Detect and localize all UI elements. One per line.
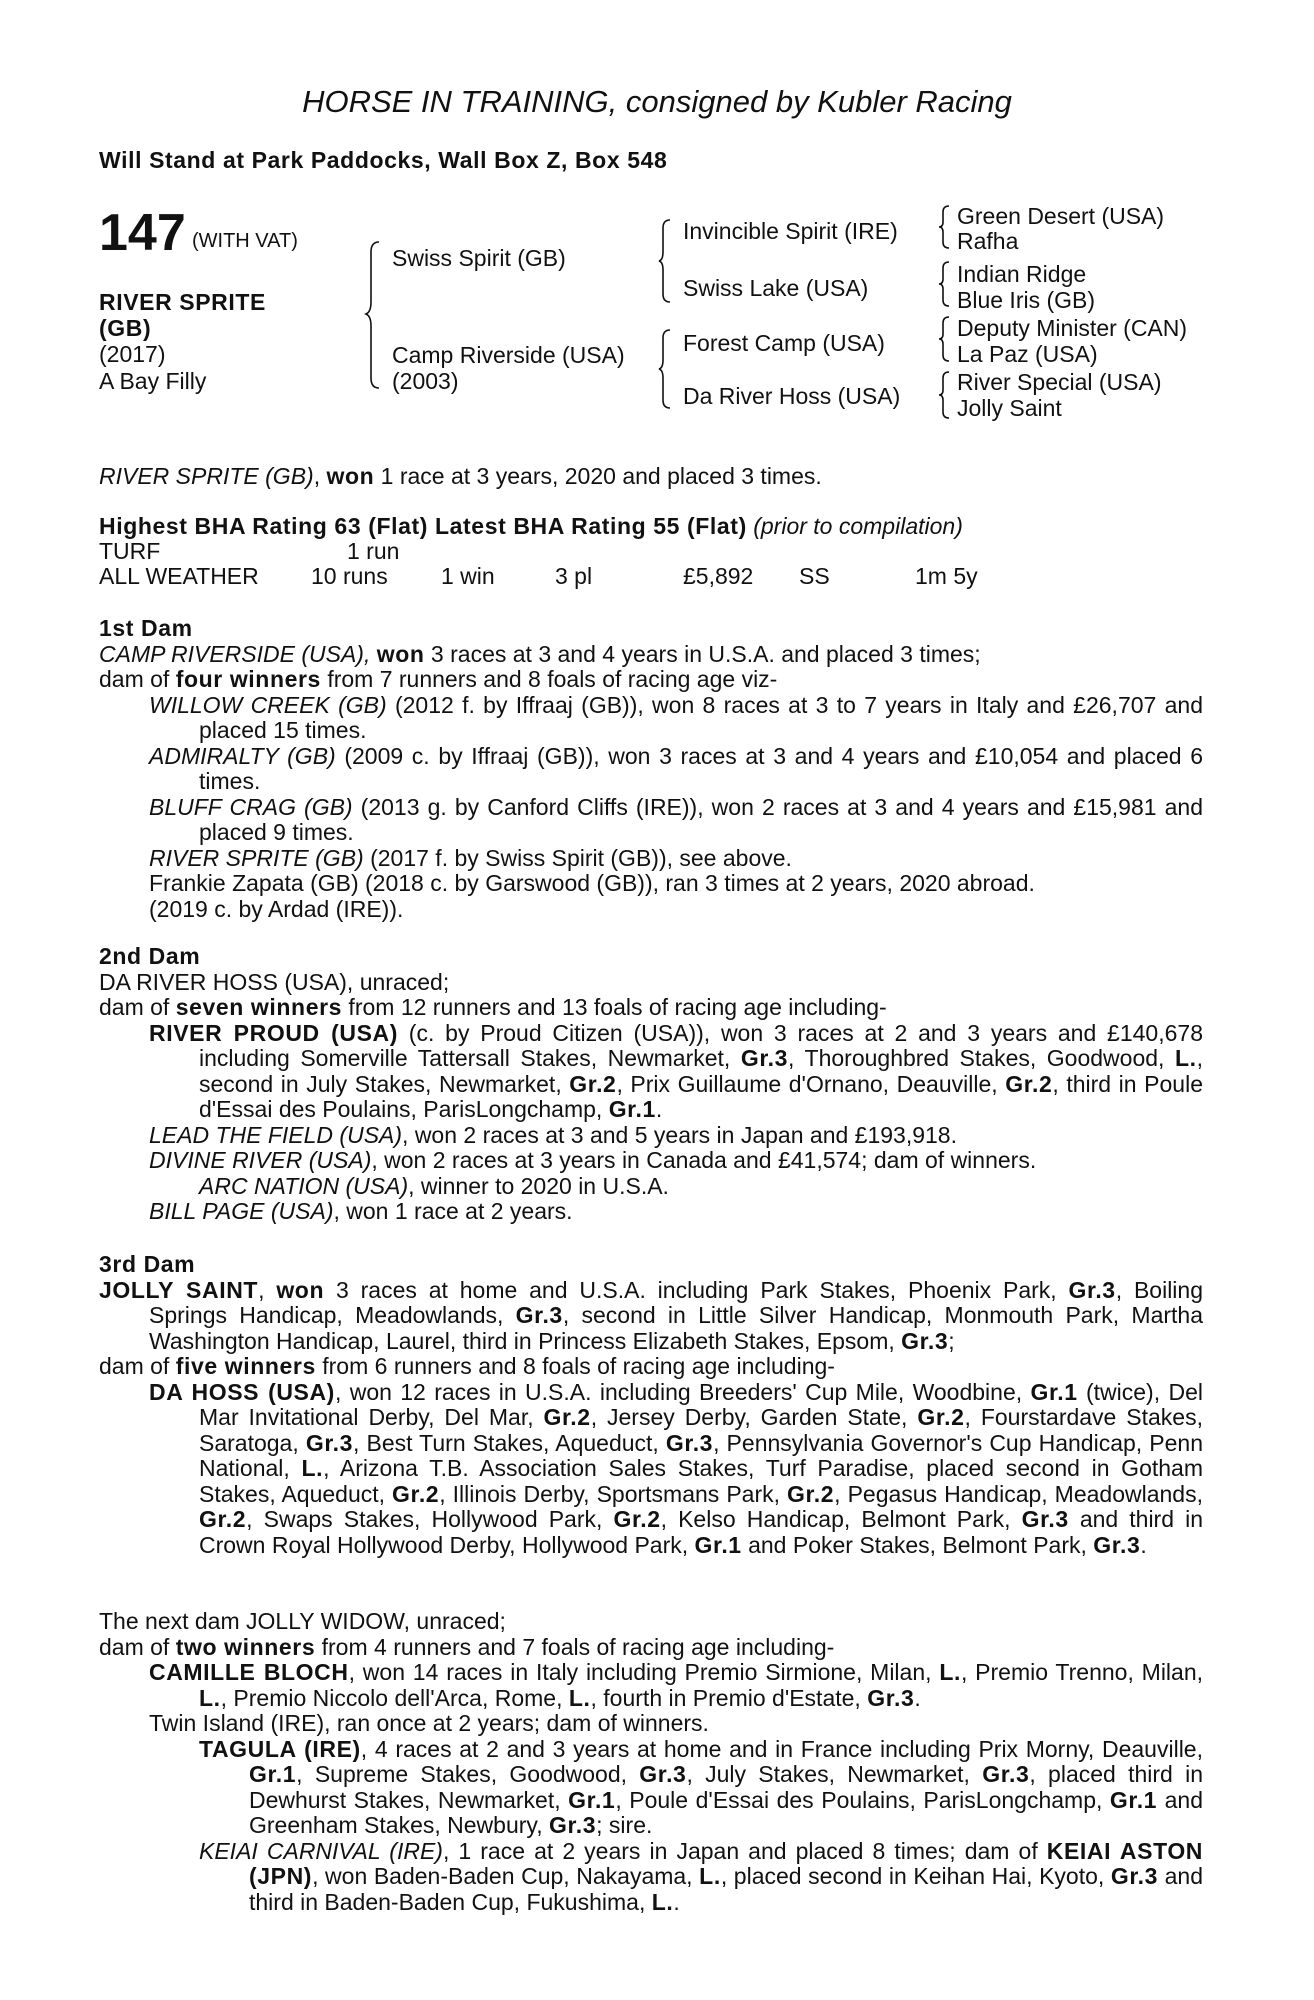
text: . [1140,1531,1147,1558]
text: , Jersey Derby, Garden State, [590,1404,918,1430]
second-dam-line: DA RIVER HOSS (USA), unraced; [99,968,450,995]
text: , 1 race at 2 years in Japan and placed 8 times; dam of [442,1837,1047,1864]
text: , Swaps Stakes, Hollywood Park, [246,1506,614,1532]
rating-values: Highest BHA Rating 63 (Flat) Latest BHA Rating 55 (Flat) [99,513,747,539]
pedigree-ggp: Green Desert (USA) [957,203,1165,229]
grade: Gr.3 [740,1045,789,1071]
grade: Gr.3 [1021,1506,1069,1532]
grade: L. [1174,1045,1197,1071]
record-turf-label: TURF [99,538,161,564]
text: from 6 runners and 8 foals of racing age including- [315,1353,835,1379]
pedigree-ggp: Rafha [957,228,1019,254]
produce-record: , winner to 2020 in U.S.A. [408,1172,669,1199]
produce-name: CAMILLE BLOCH [149,1659,349,1685]
produce-name: LEAD THE FIELD (USA) [149,1121,403,1148]
produce-name: DIVINE RIVER (USA) [149,1147,372,1173]
first-dam-section [99,616,1203,922]
produce-entry: Frankie Zapata (GB) (2018 c. by Garswood (GB)), ran 3 times at 2 years, 2020 abroad. [149,870,1035,896]
page-title: HORSE IN TRAINING, consigned by Kubler Racing [302,84,1012,119]
text: from 7 runners and 8 foals of racing age viz- [320,666,778,692]
pedigree-sire-dam: Swiss Lake (USA) [683,275,869,301]
text: , placed second in Keihan Hai, Kyoto, [720,1863,1111,1889]
text: . [914,1684,921,1711]
grade: L. [651,1888,674,1915]
pedigree-ggp: River Special (USA) [957,369,1162,395]
produce-summary [99,1354,1203,1380]
text: , Best Turn Stakes, Aqueduct, [353,1429,666,1456]
grade: L. [699,1863,721,1889]
produce-record: (2013 g. by Canford Cliffs (IRE)), won 2 races at 3 and 4 years and £15,981 and placed 9 times. [199,793,1203,845]
text: from 4 runners and 7 foals of racing age including- [315,1633,835,1660]
text: , Kelso Handicap, Belmont Park, [660,1506,1022,1532]
dam-name: CAMP RIVERSIDE (USA), [99,640,371,667]
grade: L. [199,1684,221,1711]
text: . [673,1888,680,1915]
record-aw-wins: 1 win [441,563,495,589]
pedigree-dam-dam: Da River Hoss (USA) [683,383,901,409]
race-summary: RIVER SPRITE (GB), won 1 race at 3 years, 2020 and placed 3 times. [99,463,822,489]
produce-name: KEIAI ASTON (JPN) [249,1837,1204,1889]
grade: Gr.3 [1110,1863,1159,1889]
text: , Pegasus Handicap, Meadowlands, [834,1480,1203,1507]
text: , second in Little Silver Handicap, Monmouth Park, Martha Washington Handicap, Laurel, third in Princess Elizabeth Stakes, Epsom, [149,1302,1203,1354]
pedigree-brace-main [365,240,385,390]
grade: Gr.2 [199,1506,247,1532]
grade: Gr.2 [569,1070,617,1097]
text: ; sire. [596,1812,653,1838]
produce-name: ADMIRALTY (GB) [149,742,336,769]
produce-record: , won 2 races at 3 and 5 years in Japan and £193,918. [402,1121,957,1148]
third-dam-section [99,1252,1203,1558]
pedigree-ggp: La Paz (USA) [957,341,1098,367]
record-aw-label: ALL WEATHER [99,563,259,589]
grade: L. [568,1684,591,1711]
record-aw-surface: SS [799,563,830,589]
grade: Gr.2 [917,1404,965,1430]
grade: L. [939,1659,961,1685]
grade: Gr.3 [548,1812,597,1838]
winner-count: five winners [175,1353,316,1379]
horse-year: (2017) [99,341,166,367]
text: dam of [99,1353,176,1379]
summary-rest: 1 race at 3 years, 2020 and placed 3 times. [374,463,822,489]
summary-won: won [326,463,375,489]
section-heading: 2nd Dam [99,943,201,969]
text: , Boiling Springs Handicap, Meadowlands, [149,1276,1203,1328]
pedigree-dam: Camp Riverside (USA) [392,342,625,368]
record-aw-runs: 10 runs [311,563,388,589]
text: and third in Baden-Baden Cup, Fukushima, [249,1863,1204,1915]
pedigree-ggp: Deputy Minister (CAN) [957,315,1188,341]
won-label: won [376,640,425,667]
text: , Supreme Stakes, Goodwood, [296,1761,640,1787]
grade: Gr.3 [305,1429,353,1456]
bha-rating [99,514,963,540]
produce-entry: RIVER PROUD (USA) (c. by Proud Citizen (USA)), won 3 races at 2 and 3 years and £140,678 including Somerville Tattersall Stakes, Newmarket, Gr.3, Thoroughbred Stakes, Goodwood, L., second in July Stakes, Newmarket, Gr.2, Prix Guillaume d'Ornano, Deauville, Gr.2, third in Poule d'Essai des Poulains, ParisLongchamp, Gr.1. [149,1019,1203,1122]
produce-name: ARC NATION (USA) [199,1172,409,1199]
text: , placed third in Dewhurst Stakes, Newmarket, [249,1761,1204,1813]
produce-name: RIVER PROUD (USA) [149,1019,399,1046]
produce-name: WILLOW CREEK (GB) [149,691,387,718]
produce-summary [99,667,1203,693]
pedigree-sire: Swiss Spirit (GB) [392,245,566,271]
produce-name: TAGULA (IRE) [199,1735,361,1762]
grade: Gr.1 [608,1096,656,1122]
grade: Gr.3 [1068,1276,1116,1303]
grade: Gr.3 [901,1327,949,1354]
produce-entry [99,744,1203,795]
text: , Pennsylvania Governor's Cup Handicap, Penn National, [199,1429,1203,1481]
winner-count: seven winners [175,994,343,1020]
stand-location: Will Stand at Park Paddocks, Wall Box Z, Box 548 [99,147,668,173]
second-dam-section [99,944,1203,1225]
grade: Gr.1 [694,1531,742,1558]
grade: Gr.3 [867,1684,915,1711]
rating-note: (prior to compilation) [753,513,963,539]
grade: Gr.1 [1030,1378,1078,1405]
lot-number: 147 [99,204,186,262]
pedigree-sire-sire: Invincible Spirit (IRE) [683,218,898,244]
grade: L. [301,1455,324,1481]
next-dam-line: The next dam JOLLY WIDOW, unraced; [99,1608,506,1634]
section-heading: 1st Dam [99,615,193,641]
horse-name: RIVER SPRITE [99,289,266,315]
text: , Arizona T.B. Association Sales Stakes, Turf Paradise, placed second in Gotham Stakes, Aqueduct, [199,1455,1203,1507]
text: , fourth in Premio d'Estate, [590,1684,868,1711]
pedigree-brace-dam [658,328,674,410]
produce-name: RIVER SPRITE (GB) [149,844,364,871]
grade: Gr.1 [249,1761,297,1787]
produce-record: (2017 f. by Swiss Spirit (GB)), see above. [363,844,792,871]
produce-entry: Twin Island (IRE), ran once at 2 years; dam of winners. [149,1710,709,1736]
grade: Gr.2 [787,1480,835,1507]
grade: Gr.2 [543,1404,591,1430]
produce-entry [99,1380,1203,1559]
grade: Gr.3 [515,1302,563,1328]
produce-summary [99,995,1203,1021]
pedigree-brace-ggp4 [938,370,952,420]
text: 3 races at home and U.S.A. including Park Stakes, Phoenix Park, [324,1276,1069,1303]
won-label: won [276,1276,325,1303]
horse-country: (GB) [99,315,152,341]
produce-entry [99,1660,1203,1711]
text: dam of [99,1633,176,1660]
text: and Greenham Stakes, Newbury, [249,1786,1203,1838]
section-heading: 3rd Dam [99,1251,196,1277]
text: (c. by Proud Citizen (USA)), won 3 races at 2 and 3 years and £140,678 including Somerville Tattersall Stakes, Newmarket, [199,1019,1203,1071]
pedigree-ggp: Jolly Saint [957,395,1062,421]
text: (twice), Del Mar Invitational Derby, Del Mar, [199,1378,1203,1430]
produce-entry [99,846,1203,872]
text: dam of [99,666,176,692]
text: , won Baden-Baden Cup, Nakayama, [312,1863,700,1889]
pedigree-ggp: Blue Iris (GB) [957,287,1096,313]
horse-description: A Bay Filly [99,368,207,394]
grade: Gr.3 [1093,1531,1141,1558]
dam-record: 3 races at 3 and 4 years in U.S.A. and placed 3 times; [424,640,981,667]
text: and Poker Stakes, Belmont Park, [741,1531,1094,1558]
text: , Fourstardave Stakes, Saratoga, [199,1404,1203,1456]
pedigree-dam-year: (2003) [392,368,459,394]
vat-note: (WITH VAT) [192,230,298,252]
next-dam-section [99,1609,1203,1915]
produce-record: , won 1 race at 2 years. [333,1198,573,1224]
text: , won 12 races in U.S.A. including Breeders' Cup Mile, Woodbine, [334,1378,1031,1405]
text: , Prix Guillaume d'Ornano, Deauville, [616,1070,1006,1097]
produce-name: KEIAI CARNIVAL (IRE) [199,1837,443,1864]
text: , Poule d'Essai des Poulains, ParisLongchamp, [615,1786,1110,1813]
text: ; [948,1327,955,1354]
text: , Illinois Derby, Sportsmans Park, [439,1480,788,1507]
produce-record: (2012 f. by Iffraaj (GB)), won 8 races at 3 to 7 years in Italy and £26,707 and placed 15 times. [199,691,1203,743]
produce-name: BILL PAGE (USA) [149,1198,334,1224]
produce-entry [99,1123,1203,1149]
produce-name: DA HOSS (USA) [149,1378,335,1405]
grade: Gr.1 [568,1786,616,1813]
first-dam-line [99,642,1203,668]
winner-count: two winners [175,1633,316,1660]
pedigree-brace-ggp3 [938,315,952,363]
text: from 12 runners and 13 foals of racing age including- [342,994,887,1020]
pedigree-brace-ggp2 [938,260,952,308]
produce-record: (2009 c. by Iffraaj (GB)), won 3 races at 3 and 4 years and £10,054 and placed 6 times. [199,742,1203,794]
produce-entry [99,1737,1203,1839]
pedigree-ggp: Indian Ridge [957,261,1087,287]
grade: Gr.3 [982,1761,1030,1787]
summary-horse: RIVER SPRITE (GB) [99,463,314,489]
pedigree-dam-sire: Forest Camp (USA) [683,330,885,356]
winner-count: four winners [175,666,321,692]
text: , second in July Stakes, Newmarket, [199,1045,1203,1097]
grade: Gr.3 [639,1761,687,1787]
text: , Thoroughbred Stakes, Goodwood, [788,1045,1175,1071]
produce-entry: (2019 c. by Ardad (IRE)). [149,895,404,922]
record-aw-earnings: £5,892 [683,563,754,589]
dam-name: JOLLY SAINT [99,1276,259,1303]
grade: Gr.2 [392,1480,440,1507]
text: , July Stakes, Newmarket, [686,1761,983,1787]
record-aw-places: 3 pl [555,563,593,589]
produce-summary [99,1635,1203,1661]
produce-entry [99,1839,1203,1916]
pedigree-brace-ggp1 [938,204,952,250]
produce-name: BLUFF CRAG (GB) [149,793,353,820]
grade: Gr.2 [613,1506,661,1532]
produce-entry [99,795,1203,846]
produce-entry [99,1148,1203,1174]
text: , third in Poule d'Essai des Poulains, ParisLongchamp, [199,1070,1203,1122]
produce-entry [99,1199,1203,1225]
grade: Gr.1 [1109,1786,1158,1813]
produce-entry [99,693,1203,744]
produce-record: , won 2 races at 3 years in Canada and £41,574; dam of winners. [371,1147,1037,1173]
text: dam of [99,994,176,1020]
text: , won 14 races in Italy including Premio Sirmione, Milan, [348,1659,940,1685]
record-aw-distance: 1m 5y [915,563,978,589]
produce-entry [99,1174,1203,1200]
text: , 4 races at 2 and 3 years at home and in France including Prix Morny, Deauville, [360,1735,1203,1762]
text: and third in Crown Royal Hollywood Derby, Hollywood Park, [199,1506,1203,1558]
grade: Gr.2 [1005,1070,1053,1097]
grade: Gr.3 [665,1429,714,1456]
text: , Premio Niccolo dell'Arca, Rome, [220,1684,569,1711]
pedigree-brace-sire [658,218,674,304]
text: , Premio Trenno, Milan, [960,1659,1204,1685]
record-turf-runs: 1 run [347,538,400,564]
third-dam-line: JOLLY SAINT, won 3 races at home and U.S.A. including Park Stakes, Phoenix Park, Gr.3, Boiling Springs Handicap, Meadowlands, Gr.3, second in Little Silver Handicap, Monmouth Park, Martha Washington Handicap, Laurel, third in Princess Elizabeth Stakes, Epsom, Gr.3; [99,1276,1203,1354]
